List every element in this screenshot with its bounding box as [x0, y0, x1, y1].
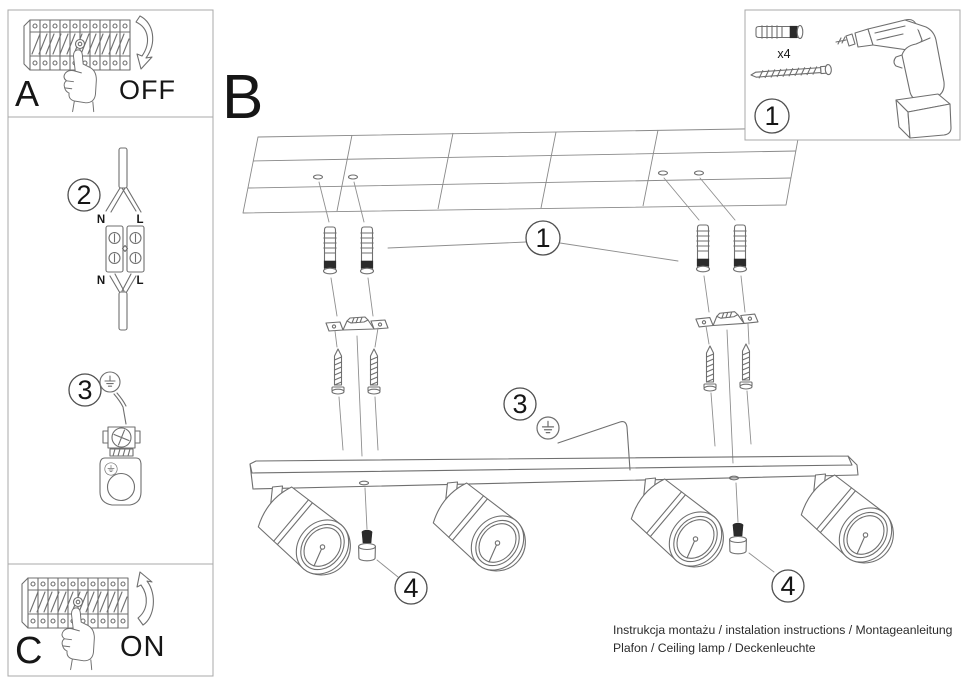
parts-box-callout-number: 1 — [764, 101, 780, 131]
power-off-box — [8, 10, 213, 117]
step-2-number: 2 — [76, 180, 92, 210]
section-a-label: A — [15, 73, 40, 114]
step-3-number: 3 — [77, 375, 93, 405]
parts-box — [745, 10, 960, 140]
section-c-label: C — [15, 630, 43, 672]
wire-l-label-bottom: L — [136, 275, 144, 287]
wire-n-label-bottom: N — [96, 275, 106, 287]
callout-anchors-number: 1 — [535, 223, 551, 253]
wire-n-label-top: N — [96, 214, 106, 226]
power-off-label: OFF — [119, 75, 176, 105]
callout-ground-number: 3 — [512, 389, 528, 419]
wire-l-label-top: L — [136, 214, 144, 226]
wall-plug-icon — [756, 26, 803, 39]
power-on-label: ON — [120, 631, 166, 663]
callout-cover-number-left: 4 — [403, 573, 419, 603]
wiring-box — [8, 117, 213, 564]
section-b-label: B — [222, 63, 264, 132]
anchor-quantity-label: x4 — [777, 47, 791, 61]
power-on-box — [8, 564, 213, 676]
callout-cover-number-right: 4 — [780, 571, 796, 601]
footer-line-1: Instrukcja montażu / instalation instructions / Montageanleitung — [613, 623, 953, 637]
footer-line-2: Plafon / Ceiling lamp / Deckenleuchte — [613, 641, 816, 655]
